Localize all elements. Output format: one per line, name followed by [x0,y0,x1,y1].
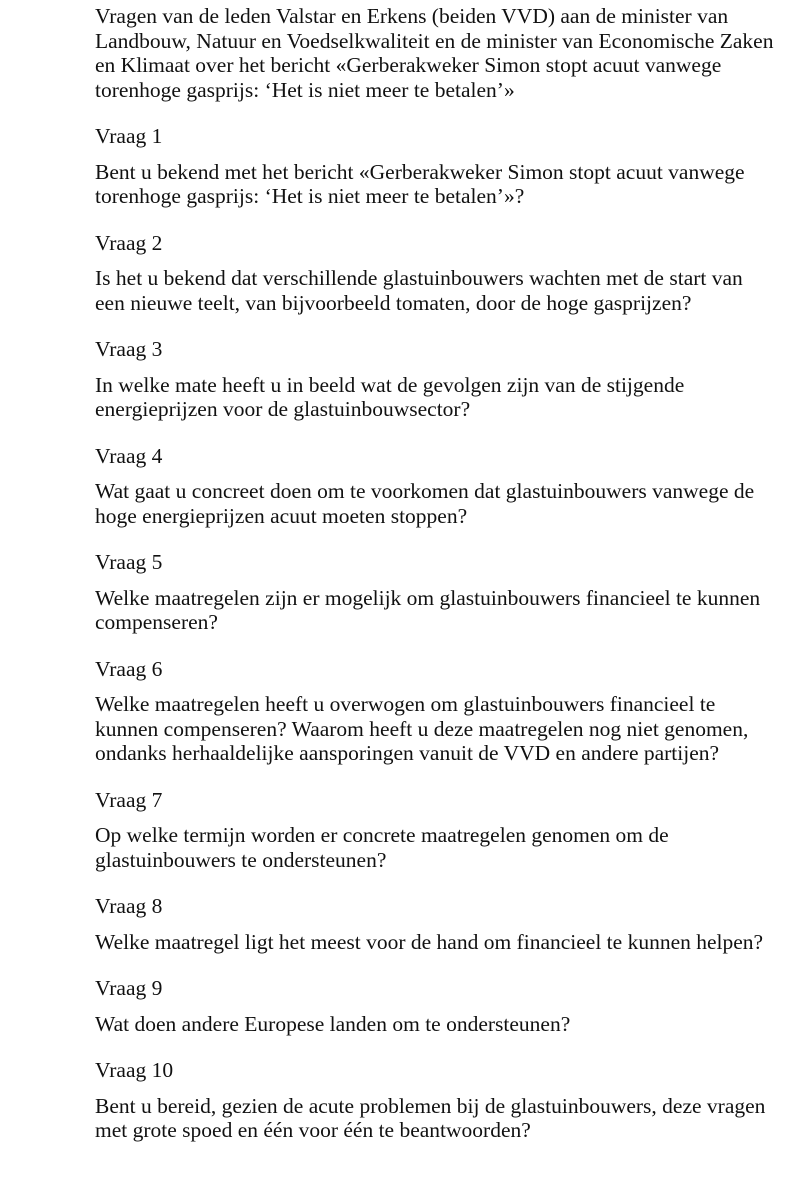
intro-paragraph: Vragen van de leden Valstar en Erkens (beiden VVD) aan de minister van Landbouw, Natuur en Voedselkwaliteit en de minister van Economische Zaken en Klimaat over het bericht «Gerberakweker Simon stopt acuut vanwege torenhoge gasprijs: ‘Het is niet meer te betalen’» [95,4,774,102]
question-label: Vraag 6 [95,656,163,681]
question-block [95,657,775,766]
question-label: Vraag 2 [95,230,163,255]
question-text: Welke maatregelen heeft u overwogen om glastuinbouwers financieel te kunnen compenseren? Waarom heeft u deze maatregelen nog niet genomen, ondanks herhaaldelijke aansporingen vanuit de VVD en andere partijen? [95,692,749,765]
question-label: Vraag 5 [95,550,163,574]
document-page [95,0,775,1143]
question-block [95,788,775,873]
question-text: Op welke termijn worden er concrete maatregelen genomen om de glastuinbouwers te ondersteunen? [95,823,669,872]
question-text: In welke mate heeft u in beeld wat de gevolgen zijn van de stijgende energieprijzen voor de glastuinbouwsector? [95,372,685,421]
question-label: Vraag 4 [95,443,163,468]
question-text: Welke maatregelen zijn er mogelijk om glastuinbouwers financieel te kunnen compenseren? [95,585,761,634]
question-block [95,894,775,954]
question-label: Vraag 9 [95,976,163,1000]
question-block [95,124,775,209]
question-text: Wat gaat u concreet doen om te voorkomen dat glastuinbouwers vanwege de hoge energieprijzen acuut moeten stoppen? [95,479,755,528]
question-block [95,976,775,1036]
question-text: Bent u bereid, gezien de acute problemen bij de glastuinbouwers, deze vragen met grote spoed en één voor één te beantwoorden? [95,1093,766,1142]
question-text: Bent u bekend met het bericht «Gerberakweker Simon stopt acuut vanwege torenhoge gasprijs: ‘Het is niet meer te betalen’»? [95,159,745,208]
question-text: Welke maatregel ligt het meest voor de hand om financieel te kunnen helpen? [95,929,764,954]
question-block [95,444,775,529]
question-label: Vraag 10 [95,1058,174,1082]
question-label: Vraag 1 [95,124,163,148]
question-block [95,550,775,635]
question-label: Vraag 7 [95,787,163,812]
question-text: Is het u bekend dat verschillende glastuinbouwers wachten met de start van een nieuwe teelt, van bijvoorbeeld tomaten, door de hoge gasprijzen? [95,266,743,315]
question-block [95,231,775,316]
question-label: Vraag 3 [95,337,163,361]
question-label: Vraag 8 [95,894,163,918]
question-block [95,337,775,422]
question-block [95,1058,775,1143]
question-text: Wat doen andere Europese landen om te ondersteunen? [95,1011,571,1036]
